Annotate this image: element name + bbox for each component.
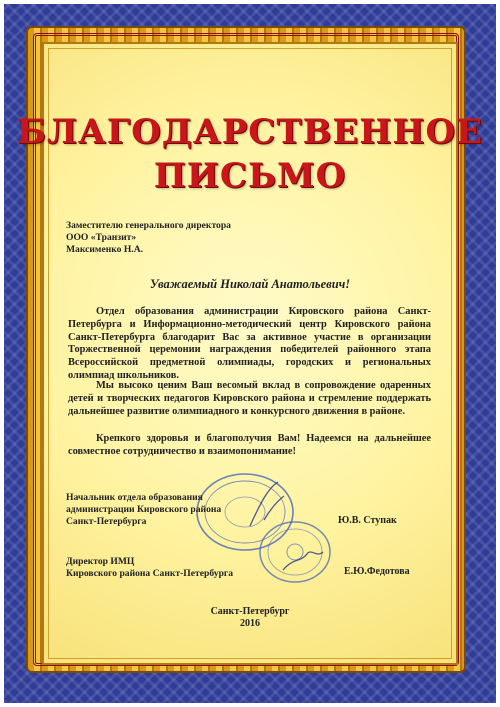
signatory-2-line2: Кировского района Санкт-Петербурга [66, 567, 234, 579]
signatory-2-name: Е.Ю.Федотова [344, 566, 410, 577]
recipient-company: ООО «Транзит» [66, 232, 137, 243]
body-paragraph-3: Крепкого здоровья и благополучия Вам! Надеемся на дальнейшее совместное сотрудничество и взаимопонимание! [68, 433, 431, 457]
certificate-title-line2: ПИСЬМО [153, 156, 347, 196]
recipient-block [66, 220, 231, 256]
round-seal-2 [255, 518, 335, 588]
recipient-position: Заместителю генерального директора [66, 220, 231, 231]
signatory-1-line2: администрации Кировского района [66, 503, 222, 515]
certificate-title-line1: БЛАГОДАРСТВЕННОЕ [16, 112, 484, 152]
body-paragraph-1: Отдел образования администрации Кировского района Санкт-Петербурга и Информационно-методический центр Кировского района Санкт-Петербурга благодарит Вас за активное участие в организации Торжественной церемонии награждения победителей районного этапа Всероссийской предметной олимпиады, городских и региональных олимпиад школьников. [68, 306, 431, 381]
footer-year: 2016 [240, 618, 260, 629]
footer-city: Санкт-Петербург [210, 606, 290, 617]
recipient-name: Максименко Н.А. [66, 244, 144, 255]
signatory-2-line1: Директор ИМЦ [66, 556, 135, 567]
greeting: Уважаемый Николай Анатольевич! [149, 277, 351, 291]
signatory-1-title [66, 492, 221, 527]
signatory-1-name: Ю.В. Ступак [338, 515, 397, 526]
body-paragraph-2: Мы высоко ценим Ваш весомый вклад в сопровождение одаренных детей и творческих педагогов Кировского района и стремление поддержать дальнейшее развитие олимпиадного и конкурсного движения в районе. [68, 380, 431, 417]
signatory-1-line3: Санкт-Петербурга [66, 515, 147, 527]
signatory-2-title [66, 556, 233, 580]
signatory-1-line1: Начальник отдела образования [66, 492, 203, 503]
